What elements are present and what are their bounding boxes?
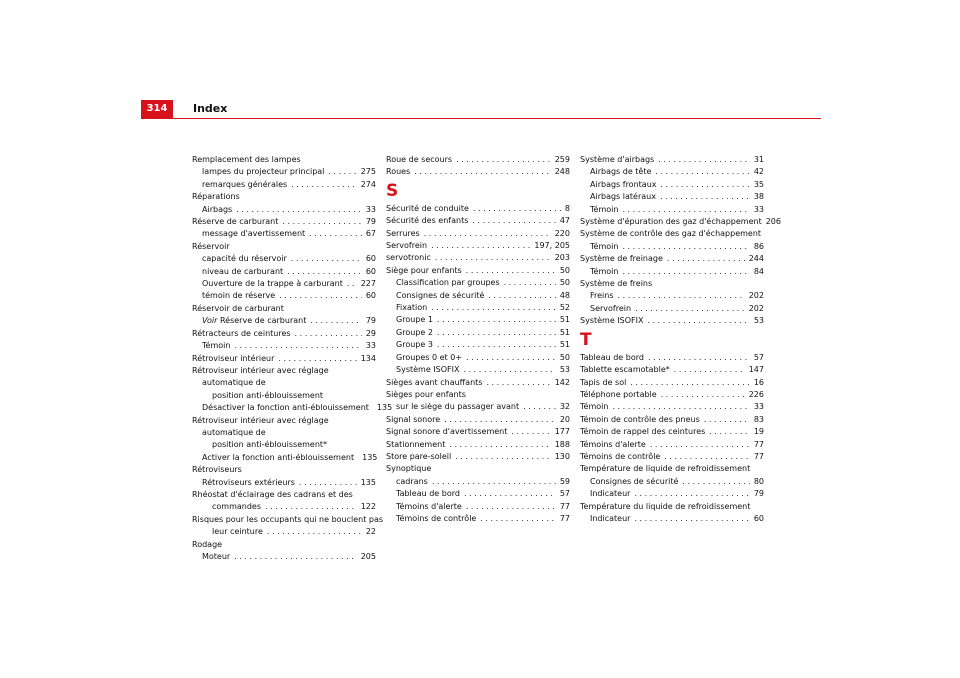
index-entry: Airbags latéraux . . . 38 xyxy=(580,191,764,203)
index-entry: Freins . . . 202 xyxy=(580,290,764,302)
see-reference: Voir xyxy=(202,316,218,326)
index-entry: Groupe 2 . . . 51 xyxy=(386,327,570,339)
index-entry: Rétroviseurs extérieurs . . . 135 xyxy=(192,477,376,489)
index-entry: lampes du projecteur principal . . . 275 xyxy=(192,166,376,178)
index-entry: Témoin . . . 33 xyxy=(192,340,376,352)
index-entry: Tableau de bord . . . 57 xyxy=(386,488,570,500)
index-entry: Moteur . . . 205 xyxy=(192,551,376,563)
index-entry: servotronic . . . 203 xyxy=(386,252,570,264)
index-heading: Sièges pour enfants xyxy=(386,389,466,399)
index-entry: Airbags de tête . . . 42 xyxy=(580,166,764,178)
index-entry: Réserve de carburant . . . 79 xyxy=(192,216,376,228)
index-column-1 xyxy=(192,154,393,563)
header-rule xyxy=(141,118,821,119)
index-entry: Témoin . . . 86 xyxy=(580,241,764,253)
index-heading: Rétroviseur intérieur avec réglage automatique de position anti-éblouissement xyxy=(192,365,329,400)
index-entry: Système ISOFIX . . . 53 xyxy=(580,315,764,327)
index-heading: Rodage xyxy=(192,539,223,549)
index-heading: Température de liquide de refroidissement xyxy=(580,464,751,474)
index-entry: Témoin . . . 33 xyxy=(580,401,764,413)
index-entry: Témoins d'alerte . . . 77 xyxy=(580,439,764,451)
index-heading: Température du liquide de refroidissement xyxy=(580,501,751,511)
index-entry: Sièges avant chauffants . . . 142 xyxy=(386,377,570,389)
section-title: Index xyxy=(193,102,228,115)
index-entry: Rétroviseur intérieur . . . 134 xyxy=(192,353,376,365)
index-entry: Tablette escamotable* . . . 147 xyxy=(580,364,764,376)
index-entry: Groupe 3 . . . 51 xyxy=(386,339,570,351)
index-entry: Siège pour enfants . . . 50 xyxy=(386,265,570,277)
index-entry: message d'avertissement . . . 67 xyxy=(192,228,376,240)
index-entry: Tapis de sol . . . 16 xyxy=(580,377,764,389)
index-entry: Témoins d'alerte . . . 77 xyxy=(386,501,570,513)
index-entry: remarques générales . . . 274 xyxy=(192,179,376,191)
index-entry: Témoin . . . 33 xyxy=(580,204,764,216)
index-heading: Rétroviseur intérieur avec réglage automatique de position anti-éblouissement* xyxy=(192,415,329,450)
index-entry: Rhéostat d'éclairage des cadrans et des commandes . . . 122 xyxy=(192,489,376,514)
index-heading: Rétroviseurs xyxy=(192,465,242,475)
index-letter-s: S xyxy=(386,180,399,201)
index-entry: Consignes de sécurité . . . 48 xyxy=(386,290,570,302)
index-entry: Système de freinage . . . 244 xyxy=(580,253,764,265)
index-entry: Servofrein . . . 197, 205 xyxy=(386,240,570,252)
index-entry: Serrures . . . 220 xyxy=(386,228,570,240)
index-entry: capacité du réservoir . . . 60 xyxy=(192,253,376,265)
index-entry: Système d'épuration des gaz d'échappement 206 xyxy=(580,217,781,227)
index-entry: Témoin de rappel des ceintures . . . 19 xyxy=(580,426,764,438)
index-entry: Classification par groupes . . . 50 xyxy=(386,277,570,289)
index-entry: sur le siège du passager avant . . . 32 xyxy=(386,401,570,413)
index-entry: Groupe 1 . . . 51 xyxy=(386,314,570,326)
index-entry: Téléphone portable . . . 226 xyxy=(580,389,764,401)
index-entry: Fixation . . . 52 xyxy=(386,302,570,314)
index-entry: Store pare-soleil . . . 130 xyxy=(386,451,570,463)
index-entry: Sécurité des enfants . . . 47 xyxy=(386,215,570,227)
index-entry: Activer la fonction anti-éblouissement 135 xyxy=(202,452,378,462)
index-entry: Témoin . . . 84 xyxy=(580,266,764,278)
index-heading: Système de freins xyxy=(580,279,653,289)
index-entry: témoin de réserve . . . 60 xyxy=(192,290,376,302)
index-entry: Témoin de contrôle des pneus . . . 83 xyxy=(580,414,764,426)
index-entry: Voir Réserve de carburant . . . 79 xyxy=(192,315,376,327)
index-heading: Système de contrôle des gaz d'échappement xyxy=(580,229,762,239)
index-entry: Système d'airbags . . . 31 xyxy=(580,154,764,166)
page-number-tab: 314 xyxy=(141,100,173,118)
index-entry: Tableau de bord . . . 57 xyxy=(580,352,764,364)
index-entry: Roues . . . 248 xyxy=(386,166,570,178)
index-entry: Signal sonore . . . 20 xyxy=(386,414,570,426)
index-entry: Rétracteurs de ceintures . . . 29 xyxy=(192,328,376,340)
index-heading: Réservoir de carburant xyxy=(192,303,284,313)
index-entry: Groupes 0 et 0+ . . . 50 xyxy=(386,352,570,364)
index-entry: Indicateur . . . 79 xyxy=(580,488,764,500)
index-entry: Signal sonore d'avertissement . . . 177 xyxy=(386,426,570,438)
index-entry: Stationnement . . . 188 xyxy=(386,439,570,451)
index-entry: Sécurité de conduite . . . 8 xyxy=(386,203,570,215)
index-entry: Système ISOFIX . . . 53 xyxy=(386,364,570,376)
index-entry: Consignes de sécurité . . . 80 xyxy=(580,476,764,488)
page-header xyxy=(141,100,821,118)
index-entry: Témoins de contrôle . . . 77 xyxy=(386,513,570,525)
index-heading: Réservoir xyxy=(192,241,230,251)
index-entry: Désactiver la fonction anti-éblouissement 135 xyxy=(202,403,393,413)
index-entry: Airbags frontaux . . . 35 xyxy=(580,179,764,191)
index-entry: Risques pour les occupants qui ne bouclent pas leur ceinture . . . 22 xyxy=(192,514,376,539)
index-entry: Servofrein . . . 202 xyxy=(580,303,764,315)
index-entry: Ouverture de la trappe à carburant . . . 227 xyxy=(192,278,376,290)
index-entry: niveau de carburant . . . 60 xyxy=(192,266,376,278)
index-letter-t: T xyxy=(580,329,592,350)
index-column-3 xyxy=(580,154,781,525)
index-heading: Remplacement des lampes xyxy=(192,155,301,164)
index-entry: Indicateur . . . 60 xyxy=(580,513,764,525)
index-column-2 xyxy=(386,154,570,525)
index-entry: Témoins de contrôle . . . 77 xyxy=(580,451,764,463)
index-entry: cadrans . . . 59 xyxy=(386,476,570,488)
index-entry: Airbags . . . 33 xyxy=(192,204,376,216)
index-heading: Synoptique xyxy=(386,464,432,474)
index-heading: Réparations xyxy=(192,192,240,202)
index-entry: Roue de secours . . . 259 xyxy=(386,154,570,166)
